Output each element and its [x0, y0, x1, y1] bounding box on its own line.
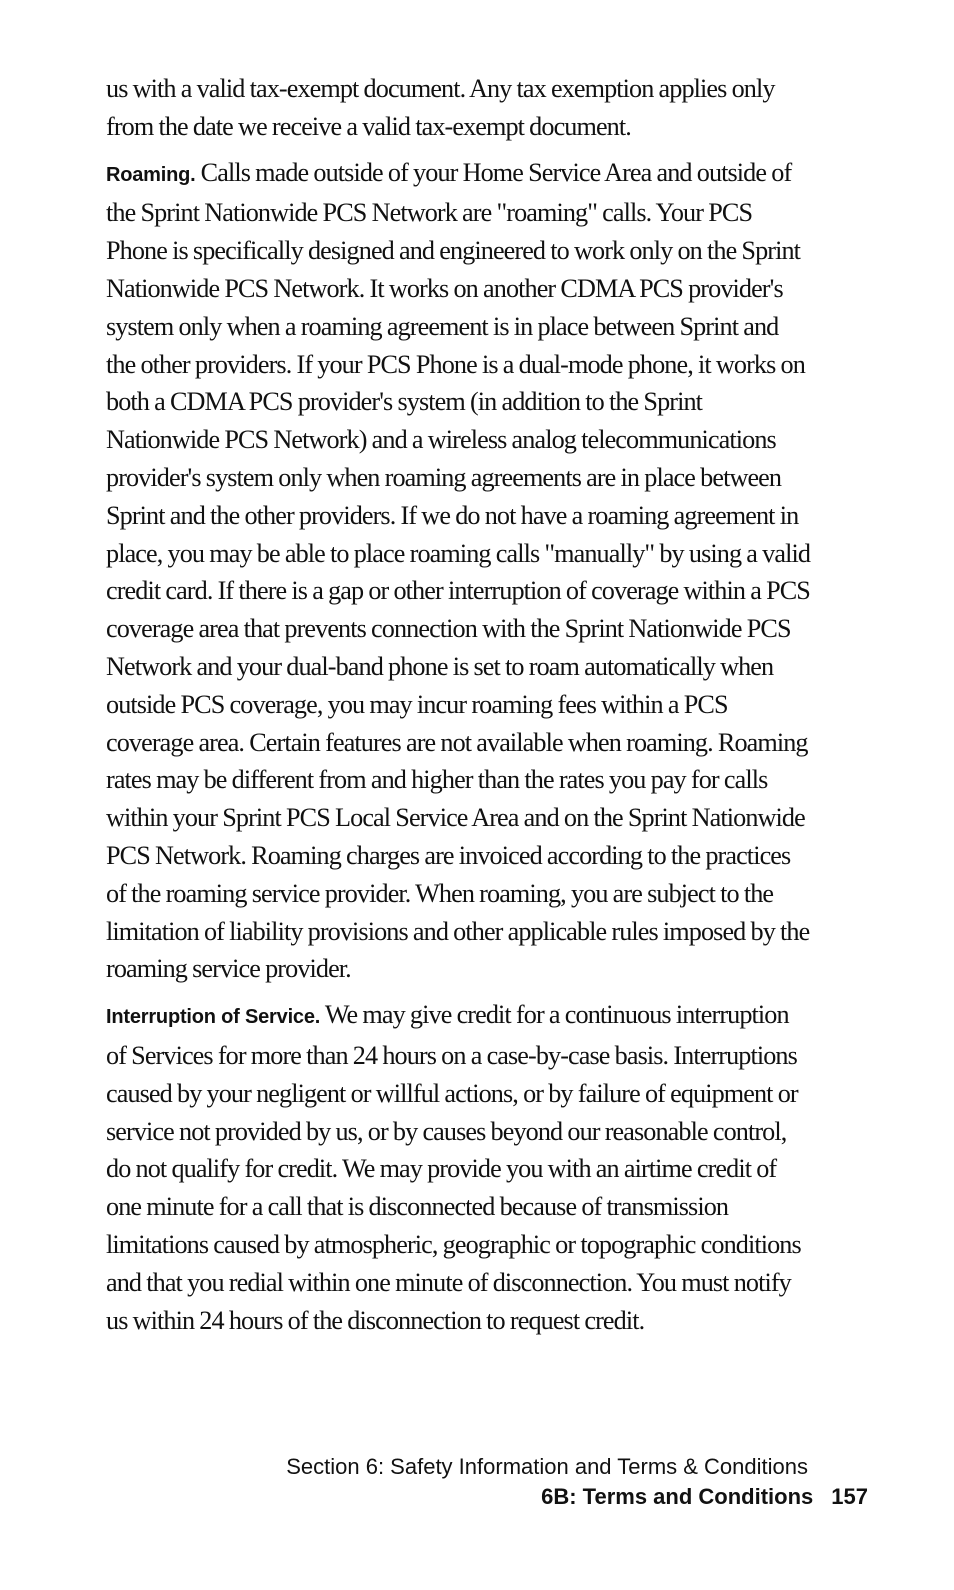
roaming-heading: Roaming.	[106, 163, 196, 186]
footer-chapter-title: 6B: Terms and Conditions	[541, 1484, 814, 1509]
interruption-text: We may give credit for a continuous interruption of Services for more than 24 hours on a case-by-case basis. Interruptions caused by your negligent or willful actions, or by failure of equipment or service not provided by us, or by causes beyond our reasonable control, do not qualify for credit. We may provide you with an airtime credit of one minute for a call that is disconnected because of transmission limitations caused by atmospheric, geographic or topographic conditions and that you redial within one minute of disconnection. You must notify us within 24 hours of the disconnection to request credit.	[106, 1000, 801, 1335]
page-footer	[286, 1452, 868, 1512]
roaming-paragraph	[106, 154, 812, 989]
interruption-paragraph	[106, 996, 812, 1339]
interruption-heading: Interruption of Service.	[106, 1006, 321, 1029]
page-body	[106, 70, 812, 1347]
footer-chapter-line	[286, 1482, 868, 1512]
page-number: 157	[831, 1484, 868, 1509]
roaming-text: Calls made outside of your Home Service Area and outside of the Sprint Nationwide PCS Network are "roaming" calls. Your PCS Phone is specifically designed and engineered to work only on the Sprint Nationwide PCS Network. It works on another CDMA PCS provider's system only when a roaming agreement is in place between Sprint and the other providers. If your PCS Phone is a dual-mode phone, it works on both a CDMA PCS provider's system (in addition to the Sprint Nationwide PCS Network) and a wireless analog telecommunications provider's system only when roaming agreements are in place between Sprint and the other providers. If we do not have a roaming agreement in place, you may be able to place roaming calls "manually" by using a valid credit card. If there is a gap or other interruption of coverage within a PCS coverage area that prevents connection with the Sprint Nationwide PCS Network and your dual-band phone is set to roam automatically when outside PCS coverage, you may incur roaming fees within a PCS coverage area. Certain features are not available when roaming. Roaming rates may be different from and higher than the rates you pay for calls within your Sprint PCS Local Service Area and on the Sprint Nationwide PCS Network. Roaming charges are invoiced according to the practices of the roaming service provider. When roaming, you are subject to the limitation of liability provisions and other applicable rules imposed by the roaming service provider.	[106, 157, 811, 984]
footer-section-title: Section 6: Safety Information and Terms & Conditions	[286, 1454, 808, 1479]
continuation-paragraph: us with a valid tax-exempt document. Any tax exemption applies only from the date we receive a valid tax-exempt document.	[106, 74, 775, 141]
